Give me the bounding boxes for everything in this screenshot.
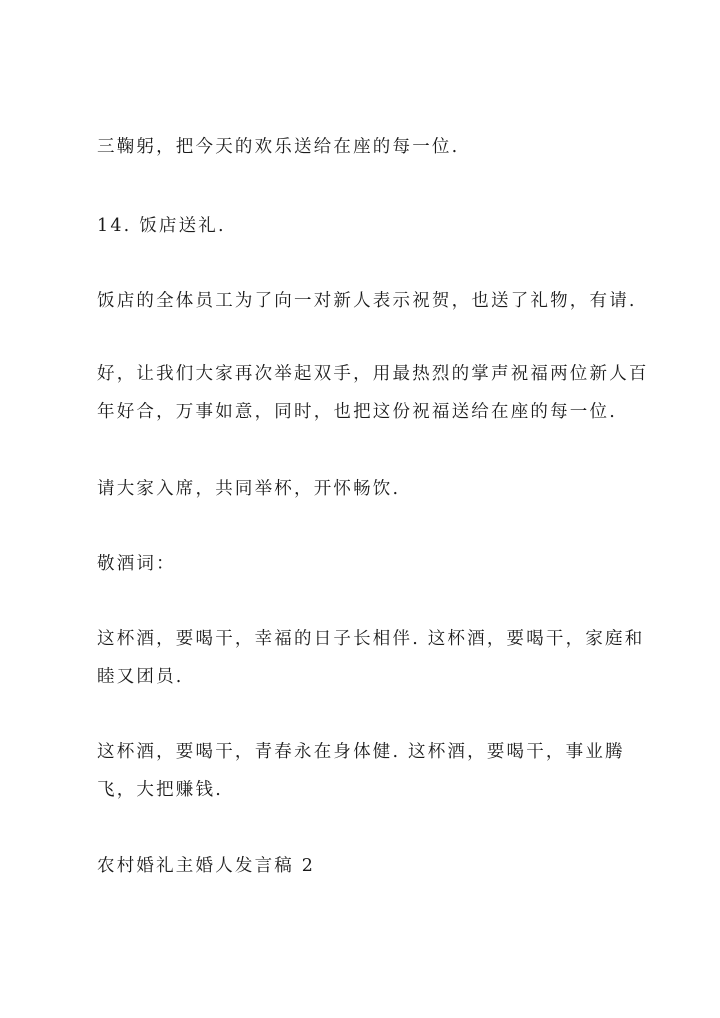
paragraph-bow-line: 三鞠躬，把今天的欢乐送给在座的每一位.	[97, 137, 460, 157]
paragraph-heading-gift: 14. 饭店送礼.	[97, 216, 226, 236]
paragraph-hotel-staff: 饭店的全体员工为了向一对新人表示祝贺，也送了礼物，有请.	[97, 291, 637, 311]
paragraph-toast-2: 这杯酒，要喝干，青春永在身体健. 这杯酒，要喝干，事业腾飞，大把赚钱.	[97, 742, 625, 800]
paragraph-toast-heading: 敬酒词：	[97, 554, 176, 574]
paragraph-toast-invite: 请大家入席，共同举杯，开怀畅饮.	[97, 479, 401, 499]
paragraph-blessing: 好，让我们大家再次举起双手，用最热烈的掌声祝福两位新人百年好合，万事如意，同时，也把这份祝福送给在座的每一位.	[97, 364, 649, 422]
paragraph-section-title: 农村婚礼主婚人发言稿 2	[97, 856, 316, 876]
paragraph-toast-1: 这杯酒，要喝干，幸福的日子长相伴. 这杯酒，要喝干，家庭和睦又团员.	[97, 629, 645, 687]
